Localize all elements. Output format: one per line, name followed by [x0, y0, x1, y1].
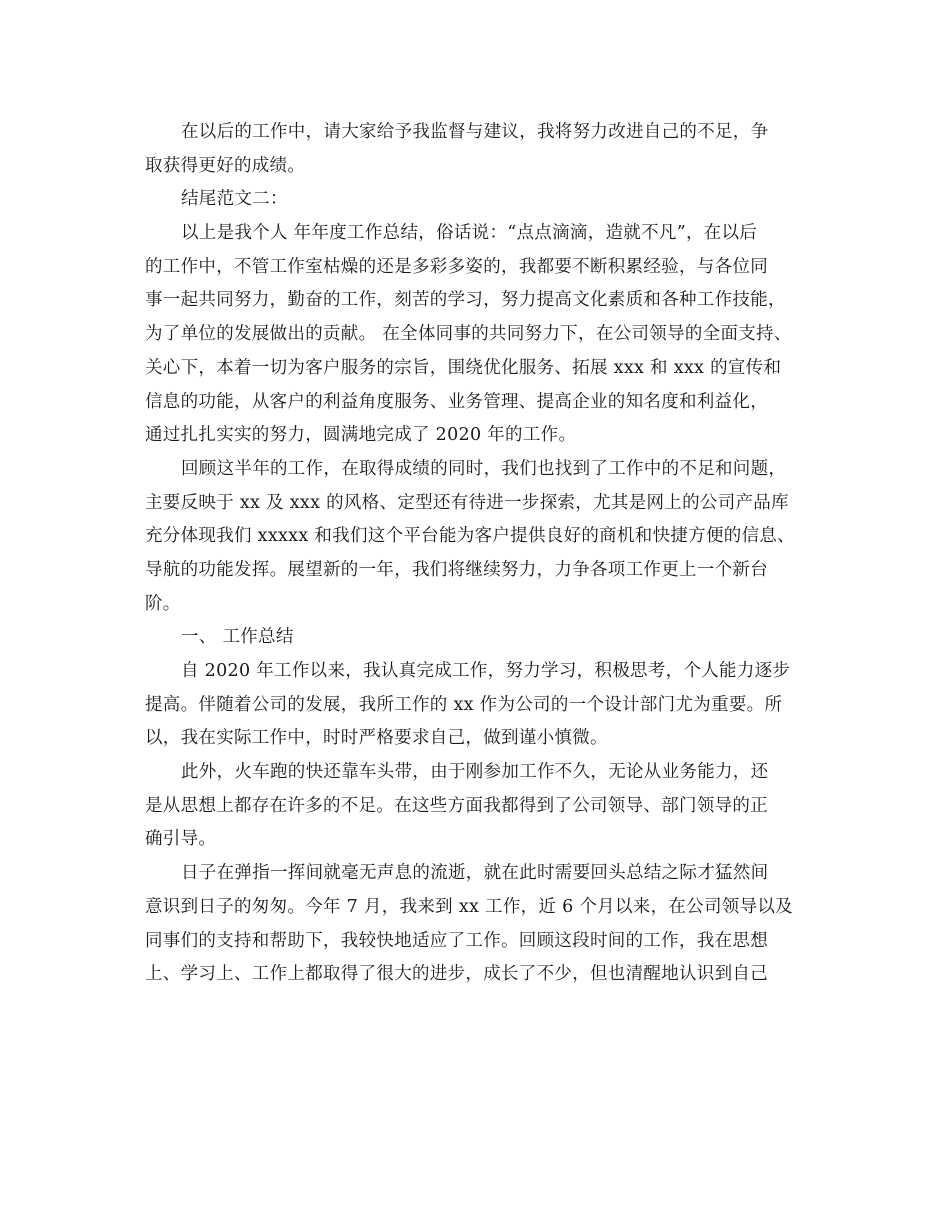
text-line: 以上是我个人 年年度工作总结，俗话说：“点点滴滴，造就不凡”，在以后: [181, 223, 758, 244]
text-line: 以，我在实际工作中，时时严格要求自己，做到谨小慎微。: [145, 728, 608, 749]
text-line: 取获得更好的成绩。: [145, 155, 306, 176]
text-line: 充分体现我们 xxxxx 和我们这个平台能为客户提供良好的商机和快捷方便的信息、: [145, 526, 795, 547]
section-heading: 结尾范文二：: [181, 189, 288, 210]
text-line: 为了单位的发展做出的贡献。 在全体同事的共同努力下，在公司领导的全面支持、: [145, 324, 792, 345]
text-line: 是从思想上都存在许多的不足。在这些方面我都得到了公司领导、部门领导的正: [145, 795, 768, 816]
text-line: 事一起共同努力，勤奋的工作，刻苦的学习，努力提高文化素质和各种工作技能，: [145, 290, 786, 311]
text-line: 同事们的支持和帮助下，我较快地适应了工作。回顾这段时间的工作，我在思想: [145, 930, 768, 951]
text-line: 的工作中，不管工作室枯燥的还是多彩多姿的，我都要不断积累经验，与各位同: [145, 256, 768, 277]
text-line: 自 2020 年工作以来，我认真完成工作，努力学习，积极思考，个人能力逐步: [181, 661, 791, 681]
text-line: 回顾这半年的工作，在取得成绩的同时，我们也找到了工作中的不足和问题，: [181, 458, 787, 479]
section-heading: 一、 工作总结: [181, 627, 294, 648]
text-line: 信息的功能，从客户的利益角度服务、业务管理、提高企业的知名度和利益化，: [145, 391, 768, 412]
document-body: [145, 116, 810, 992]
text-line: 通过扎扎实实的努力，圆满地完成了 2020 年的工作。: [145, 425, 577, 446]
text-line: 关心下，本着一切为客户服务的宗旨，围绕优化服务、拓展 xxx 和 xxx 的宣传和: [145, 357, 782, 378]
text-line: 在以后的工作中，请大家给予我监督与建议，我将努力改进自己的不足，争: [181, 122, 769, 142]
text-line: 导航的功能发挥。展望新的一年，我们将继续努力，力争各项工作更上一个新台: [145, 559, 768, 580]
text-line: 确引导。: [145, 829, 217, 850]
text-line: 此外，火车跑的快还靠车头带，由于刚参加工作不久，无论从业务能力，还: [181, 762, 769, 783]
text-line: 阶。: [145, 593, 181, 614]
text-line: 上、学习上、工作上都取得了很大的进步，成长了不少，但也清醒地认识到自己: [145, 964, 768, 985]
text-line: 日子在弹指一挥间就毫无声息的流逝，就在此时需要回头总结之际才猛然间: [181, 863, 769, 884]
text-line: 主要反映于 xx 及 xxx 的风格、定型还有待进一步探索，尤其是网上的公司产品库: [145, 492, 789, 513]
text-line: 提高。伴随着公司的发展，我所工作的 xx 作为公司的一个设计部门尤为重要。所: [145, 694, 783, 715]
text-line: 意识到日子的匆匆。今年 7 月，我来到 xx 工作，近 6 个月以来，在公司领导以及: [145, 896, 793, 917]
